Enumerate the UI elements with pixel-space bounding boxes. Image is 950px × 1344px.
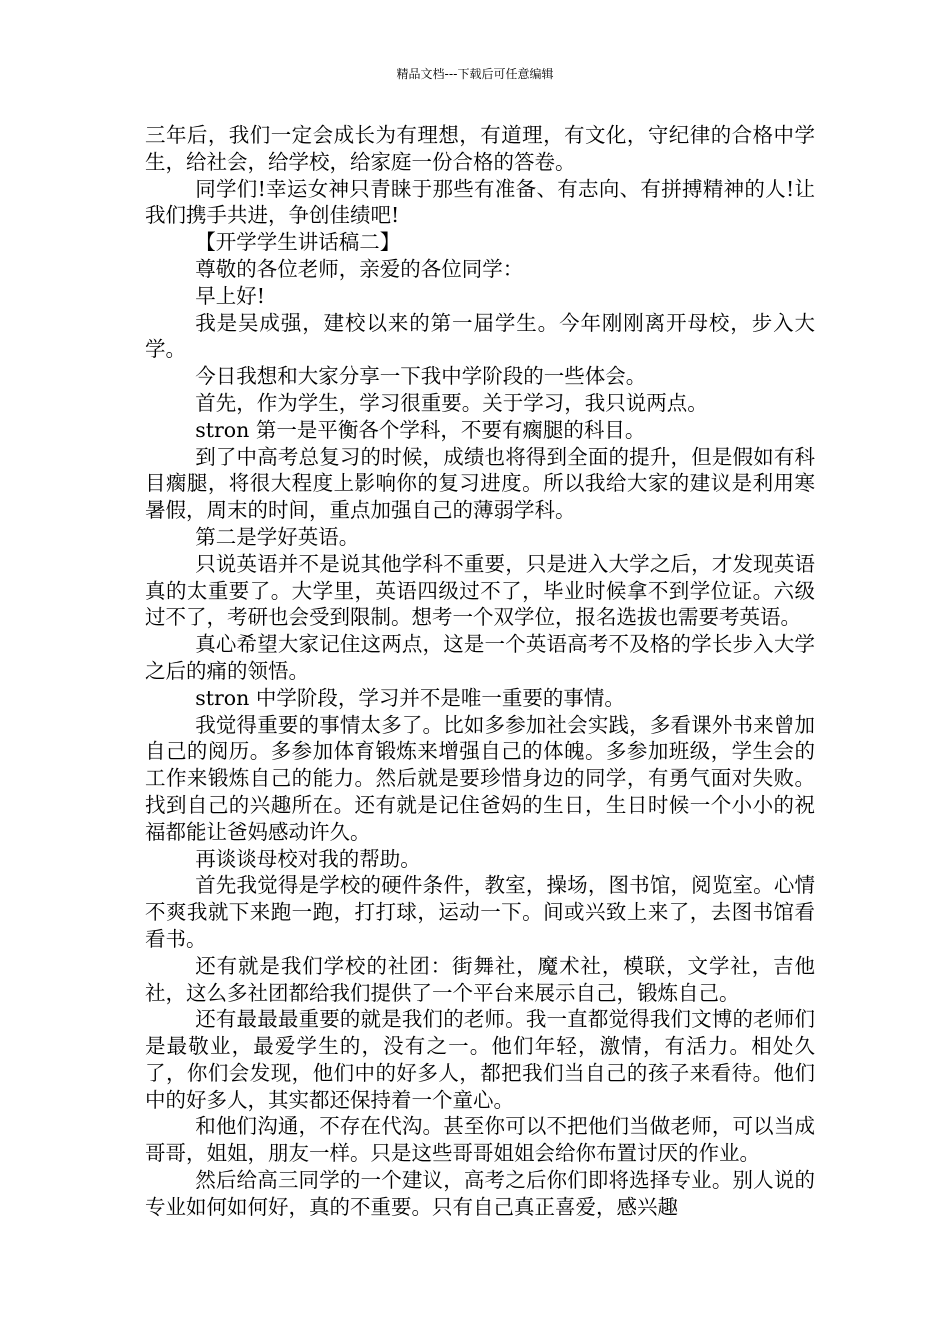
paragraph: 到了中高考总复习的时候，成绩也将得到全面的提升，但是假如有科目瘸腿，将很大程度上影响你的复习进度。所以我给大家的建议是利用寒暑假，周末的时间，重点加强自己的薄弱学科。 [145,444,815,523]
paragraph: 第二是学好英语。 [195,524,360,549]
page-header: 精品文档---下载后可任意编辑 [396,67,554,81]
salutation: 尊敬的各位老师，亲爱的各位同学： [195,256,524,281]
paragraph: 首先，作为学生，学习很重要。关于学习，我只说两点。 [195,390,708,415]
paragraph: 首先我觉得是学校的硬件条件，教室，操场，图书馆，阅览室。心情不爽我就下来跑一跑，打打球，运动一下。间或兴致上来了，去图书馆看看书。 [145,873,815,951]
paragraph: 真心希望大家记住这两点，这是一个英语高考不及格的学长步入大学之后的痛的领悟。 [145,632,815,683]
section-heading: 【开学学生讲话稿二】 [195,230,401,255]
paragraph: 还有就是我们学校的社团：街舞社，魔术社，模联，文学社，吉他社，这么多社团都给我们提供了一个平台来展示自己，锻炼自己。 [145,953,815,1005]
paragraph: 再谈谈母校对我的帮助。 [195,846,421,871]
paragraph: 还有最最最重要的就是我们的老师。我一直都觉得我们文博的老师们是最敬业，最爱学生的，没有之一。他们年轻，激情，有活力。相处久了，你们会发现，他们中的好多人，都把我们当自己的孩子来看待。他们中的好多人，其实都还保持着一个童心。 [145,1007,815,1112]
paragraph: 同学们!幸运女神只青睐于那些有准备、有志向、有拼搏精神的人!让我们携手共进，争创佳绩吧! [145,176,815,228]
paragraph: stron 中学阶段，学习并不是唯一重要的事情。 [195,685,625,710]
paragraph: 三年后，我们一定会成长为有理想，有道理，有文化，守纪律的合格中学生，给社会，给学校，给家庭一份合格的答卷。 [145,123,815,174]
greeting: 早上好! [195,283,265,308]
paragraph: 我觉得重要的事情太多了。比如多参加社会实践，多看课外书来曾加自己的阅历。多参加体育锻炼来增强自己的体魄。多参加班级，学生会的工作来锻炼自己的能力。然后就是要珍惜身边的同学，有勇气面对失败。找到自己的兴趣所在。还有就是记住爸妈的生日，生日时候一个小小的祝福都能让爸妈感动许久。 [145,712,815,844]
paragraph: 和他们沟通，不存在代沟。甚至你可以不把他们当做老师，可以当成哥哥，姐姐，朋友一样。只是这些哥哥姐姐会给你布置讨厌的作业。 [145,1114,815,1166]
paragraph: 今日我想和大家分享一下我中学阶段的一些体会。 [195,364,647,389]
paragraph: 我是吴成强，建校以来的第一届学生。今年刚刚离开母校，步入大学。 [145,310,815,362]
paragraph: 只说英语并不是说其他学科不重要，只是进入大学之后，才发现英语真的太重要了。大学里，英语四级过不了，毕业时候拿不到学位证。六级过不了，考研也会受到限制。想考一个双学位，报名选拔也需要考英语。 [145,551,815,630]
paragraph: stron 第一是平衡各个学科，不要有瘸腿的科目。 [195,417,646,442]
document-body [145,122,815,1221]
paragraph: 然后给高三同学的一个建议，高考之后你们即将选择专业。别人说的专业如何如何好，真的不重要。只有自己真正喜爱，感兴趣 [145,1168,815,1219]
